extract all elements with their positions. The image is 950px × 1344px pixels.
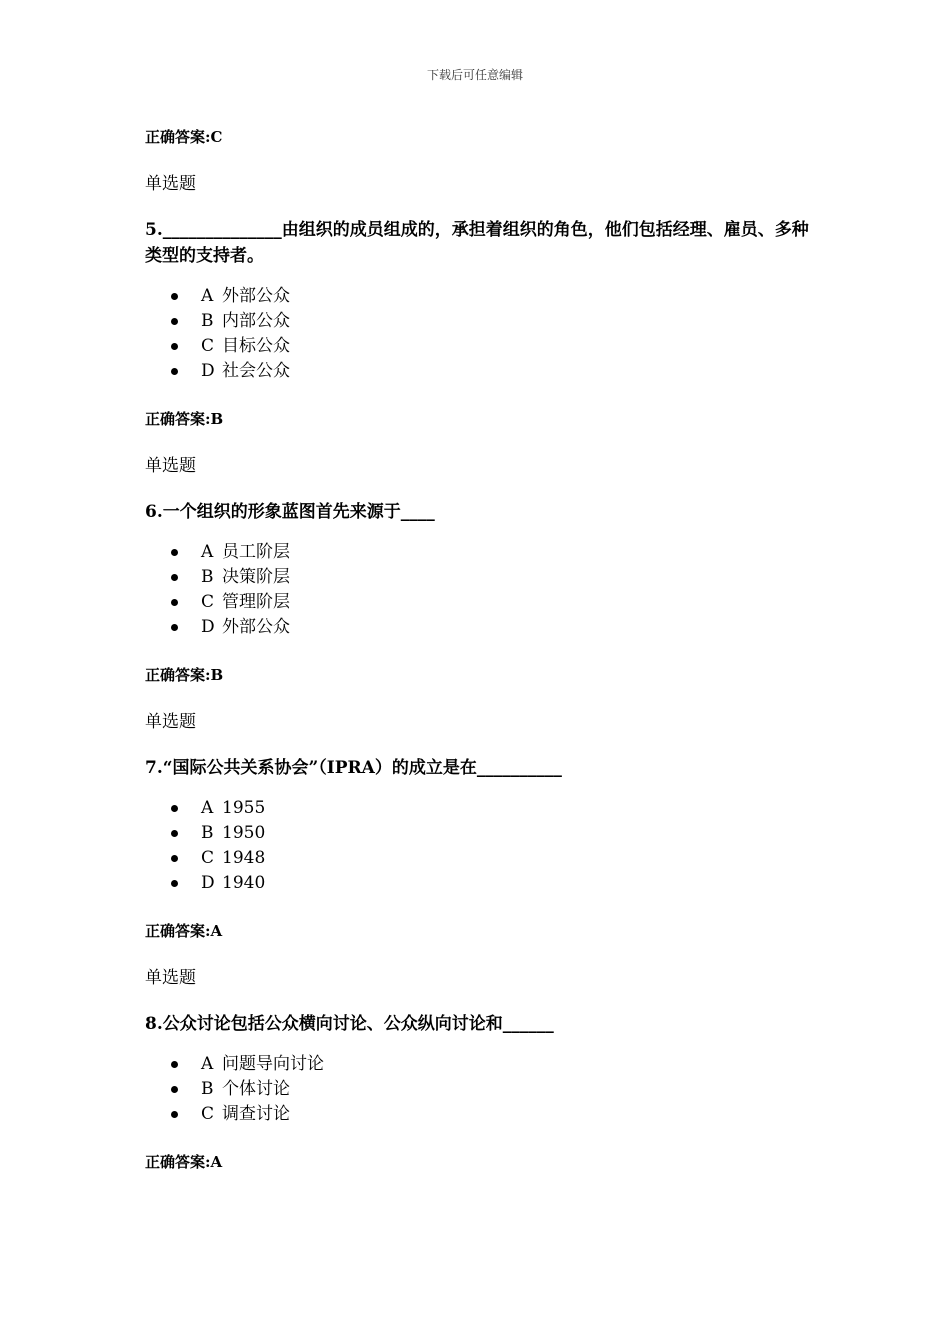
- option-a[interactable]: [145, 796, 825, 821]
- option-label: 调查讨论: [222, 1104, 290, 1124]
- option-key: A: [201, 542, 214, 562]
- question-type: 单选题: [145, 456, 196, 476]
- correct-answer: 正确答案:A: [145, 922, 223, 940]
- option-c[interactable]: [145, 1102, 825, 1127]
- question-type: 单选题: [145, 174, 196, 194]
- option-c[interactable]: [145, 334, 825, 359]
- option-label: 1955: [222, 798, 266, 818]
- bullet-icon: [171, 293, 178, 300]
- option-a[interactable]: [145, 284, 825, 309]
- question-type: 单选题: [145, 968, 196, 988]
- option-key: B: [201, 311, 214, 331]
- question-block-5: [145, 171, 825, 453]
- question-text: 8.公众讨论包括公众横向讨论、公众纵向讨论和______: [145, 1014, 554, 1034]
- option-b[interactable]: [145, 565, 825, 590]
- option-label: 1950: [222, 823, 266, 843]
- bullet-icon: [171, 574, 178, 581]
- correct-answer: 正确答案:A: [145, 1153, 223, 1171]
- option-key: D: [201, 361, 215, 381]
- correct-answer-q4: 正确答案:C: [145, 128, 223, 146]
- option-label: 个体讨论: [222, 1079, 290, 1099]
- bullet-icon: [171, 1061, 178, 1068]
- option-d[interactable]: [145, 359, 825, 384]
- option-list: [145, 796, 825, 896]
- question-type: 单选题: [145, 712, 196, 732]
- bullet-icon: [171, 830, 178, 837]
- option-list: [145, 1052, 825, 1127]
- option-key: A: [201, 286, 214, 306]
- correct-answer: 正确答案:B: [145, 410, 224, 428]
- option-d[interactable]: [145, 615, 825, 640]
- option-key: B: [201, 567, 214, 587]
- bullet-icon: [171, 880, 178, 887]
- option-list: [145, 540, 825, 640]
- option-c[interactable]: [145, 590, 825, 615]
- bullet-icon: [171, 318, 178, 325]
- option-label: 外部公众: [222, 286, 290, 306]
- bullet-icon: [171, 805, 178, 812]
- bullet-icon: [171, 368, 178, 375]
- option-label: 管理阶层: [222, 592, 290, 612]
- bullet-icon: [171, 599, 178, 606]
- option-label: 1940: [222, 873, 266, 893]
- option-label: 问题导向讨论: [222, 1054, 324, 1074]
- option-b[interactable]: [145, 821, 825, 846]
- option-label: 目标公众: [222, 336, 290, 356]
- question-text: 7.“国际公共关系协会”（IPRA）的成立是在__________: [145, 758, 562, 778]
- option-b[interactable]: [145, 1077, 825, 1102]
- option-key: C: [201, 848, 215, 868]
- option-label: 内部公众: [222, 311, 290, 331]
- option-label: 员工阶层: [222, 542, 290, 562]
- document-body: [145, 124, 825, 1175]
- option-key: A: [201, 1054, 214, 1074]
- option-b[interactable]: [145, 309, 825, 334]
- question-block-7: [145, 709, 825, 965]
- bullet-icon: [171, 855, 178, 862]
- option-key: A: [201, 798, 214, 818]
- bullet-icon: [171, 624, 178, 631]
- question-block-6: [145, 453, 825, 709]
- question-block-8: [145, 965, 825, 1175]
- option-label: 外部公众: [222, 617, 290, 637]
- correct-answer: 正确答案:B: [145, 666, 224, 684]
- option-key: C: [201, 592, 215, 612]
- option-label: 社会公众: [222, 361, 290, 381]
- option-key: C: [201, 1104, 215, 1124]
- option-d[interactable]: [145, 871, 825, 896]
- page-header: 下载后可任意编辑: [426, 68, 523, 82]
- option-key: D: [201, 873, 215, 893]
- option-label: 决策阶层: [222, 567, 290, 587]
- question-text: 6.一个组织的形象蓝图首先来源于____: [145, 502, 435, 522]
- bullet-icon: [171, 549, 178, 556]
- option-list: [145, 284, 825, 384]
- option-a[interactable]: [145, 1052, 825, 1077]
- option-key: D: [201, 617, 215, 637]
- option-key: B: [201, 823, 214, 843]
- option-label: 1948: [222, 848, 266, 868]
- option-key: C: [201, 336, 215, 356]
- option-a[interactable]: [145, 540, 825, 565]
- option-c[interactable]: [145, 846, 825, 871]
- question-text: 5.______________由组织的成员组成的，承担着组织的角色，他们包括经理、雇员、多种类型的支持者。: [145, 220, 809, 266]
- bullet-icon: [171, 1086, 178, 1093]
- option-key: B: [201, 1079, 214, 1099]
- bullet-icon: [171, 1111, 178, 1118]
- bullet-icon: [171, 343, 178, 350]
